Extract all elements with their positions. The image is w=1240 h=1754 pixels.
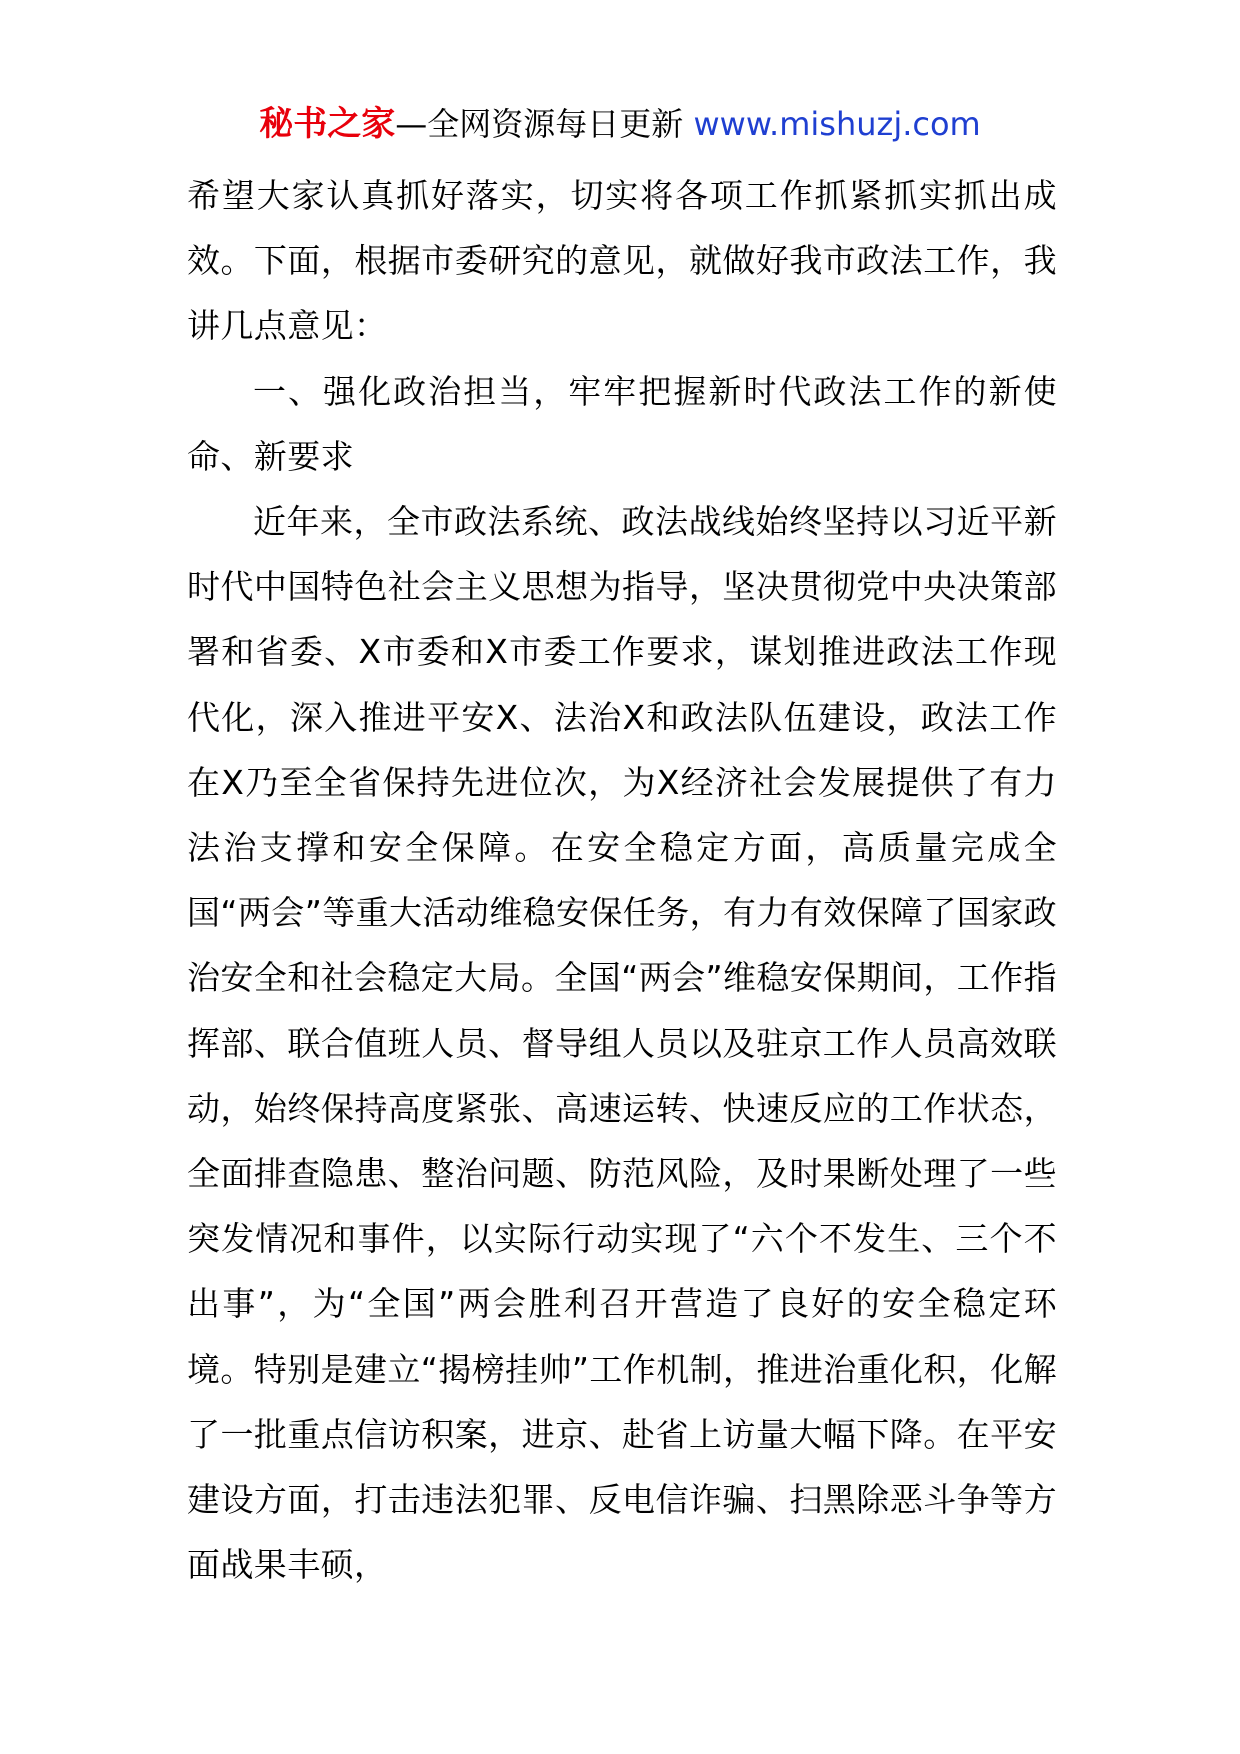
site-url-link[interactable]: www.mishuzj.com (693, 105, 981, 143)
section-heading-1: 一、强化政治担当，牢牢把握新时代政法工作的新使命、新要求 (187, 371, 1057, 476)
brand-name: 秘书之家 (259, 104, 396, 144)
header-tagline: —全网资源每日更新 (395, 105, 684, 143)
page-header (0, 102, 1240, 146)
document-body (187, 163, 1057, 1597)
paragraph-intro: 希望大家认真抓好落实，切实将各项工作抓紧抓实抓出成效。下面，根据市委研究的意见，就做好我市政法工作，我讲几点意见： (187, 176, 1057, 346)
paragraph-body: 近年来，全市政法系统、政法战线始终坚持以习近平新时代中国特色社会主义思想为指导，坚决贯彻党中央决策部署和省委、X市委和X市委工作要求，谋划推进政法工作现代化，深入推进平安X、法治X和政法队伍建设，政法工作在X乃至全省保持先进位次，为X经济社会发展提供了有力法治支撑和安全保障。在安全稳定方面，高质量完成全国“两会”等重大活动维稳安保任务，有力有效保障了国家政治安全和社会稳定大局。全国“两会”维稳安保期间，工作指挥部、联合值班人员、督导组人员以及驻京工作人员高效联动，始终保持高度紧张、高速运转、快速反应的工作状态，全面排查隐患、整治问题、防范风险，及时果断处理了一些突发情况和事件，以实际行动实现了“六个不发生、三个不出事”，为“全国”两会胜利召开营造了良好的安全稳定环境。特别是建立“揭榜挂帅”工作机制，推进治重化积，化解了一批重点信访积案，进京、赴省上访量大幅下降。在平安建设方面，打击违法犯罪、反电信诈骗、扫黑除恶斗争等方面战果丰硕， (187, 502, 1057, 1585)
